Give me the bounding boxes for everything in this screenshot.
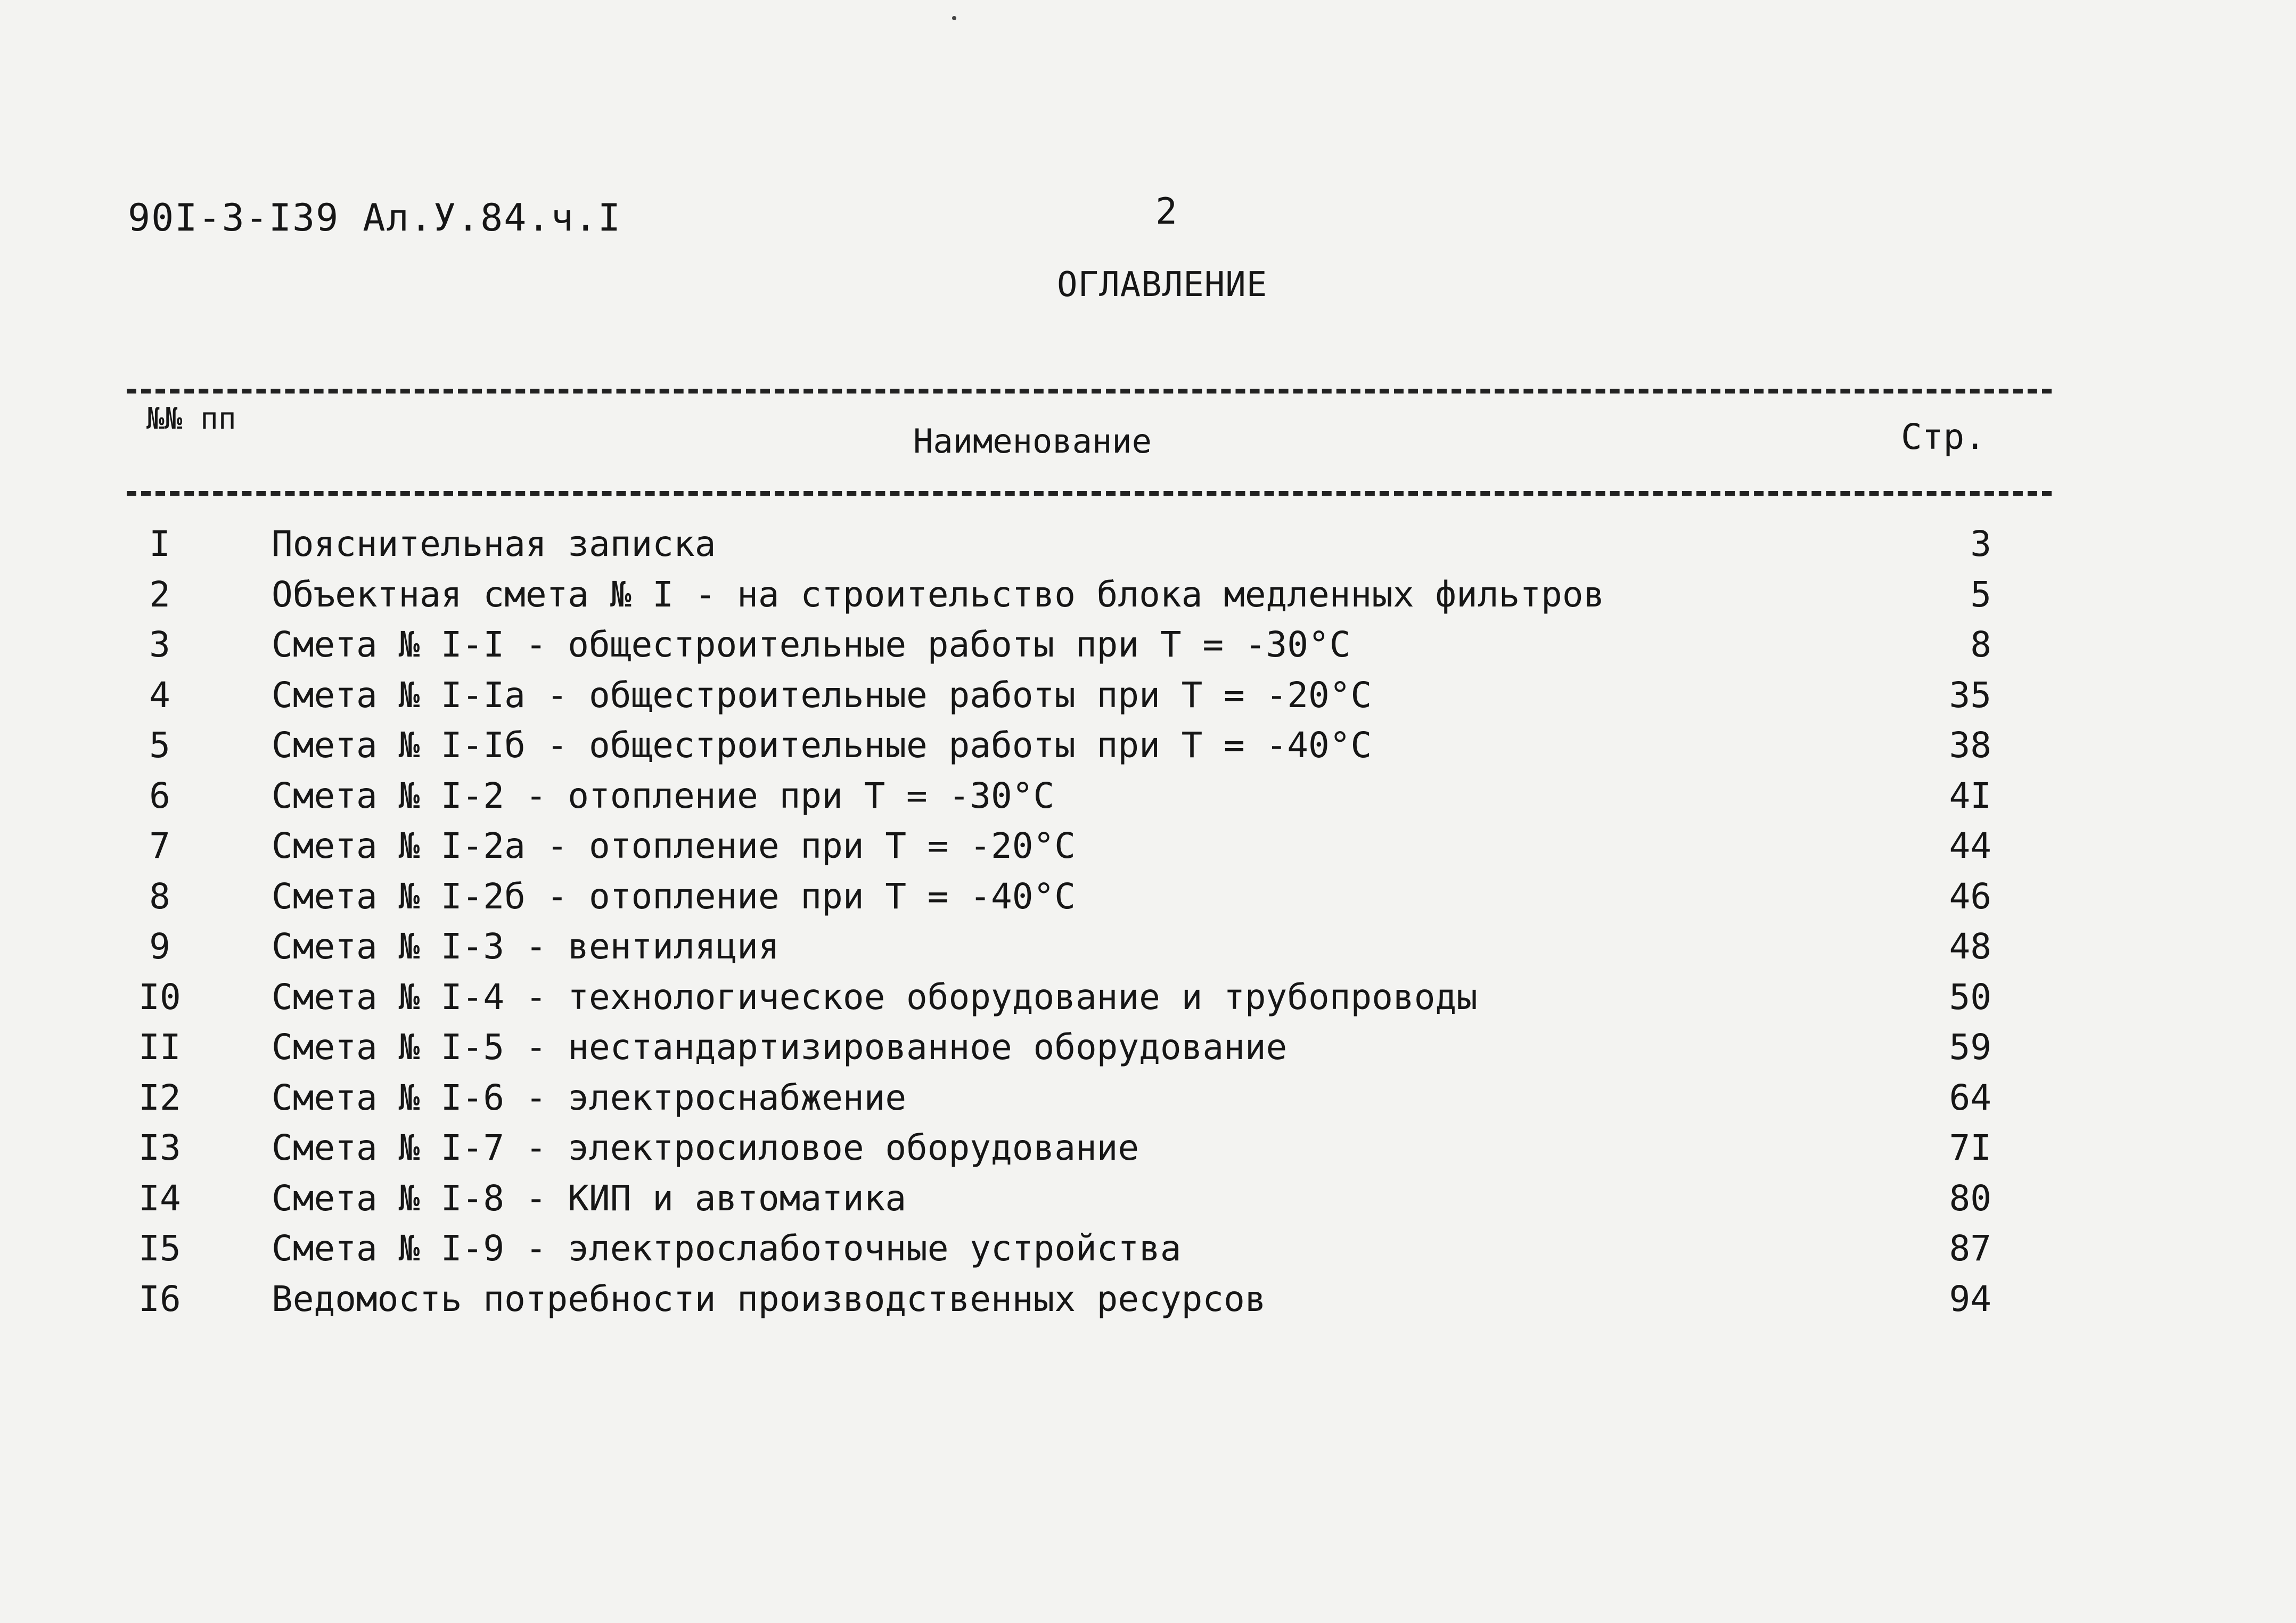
toc-row [0, 1022, 2296, 1073]
row-number: 5 [149, 725, 170, 766]
toc-row [0, 1174, 2296, 1224]
row-title: Смета № I-6 - электроснабжение [272, 1077, 907, 1118]
row-number: I2 [138, 1077, 181, 1118]
row-title: Смета № I-4 - технологическое оборудование и трубопроводы [272, 976, 1478, 1018]
row-number: 8 [149, 875, 170, 917]
toc-row [0, 972, 2296, 1023]
row-number: 9 [149, 926, 170, 967]
toc-list [0, 519, 2296, 1324]
row-number: I6 [138, 1278, 181, 1319]
row-page: 4I [1949, 775, 1991, 816]
row-number: 4 [149, 674, 170, 716]
row-title: Смета № I-Iа - общестроительные работы при Т = -20°С [272, 674, 1372, 716]
toc-row [0, 1224, 2296, 1274]
row-page: 59 [1949, 1027, 1991, 1068]
row-page: 44 [1949, 825, 1991, 866]
row-page: 38 [1949, 725, 1991, 766]
toc-row [0, 720, 2296, 771]
row-page: 35 [1949, 674, 1991, 716]
page-number: 2 [1155, 191, 1177, 233]
toc-row [0, 1274, 2296, 1325]
row-page: 87 [1949, 1228, 1991, 1269]
row-page: 3 [1970, 523, 1991, 564]
row-number: I5 [138, 1228, 181, 1269]
row-page: 64 [1949, 1077, 1991, 1118]
column-header-page: Стр. [1901, 416, 1986, 457]
row-page: 5 [1970, 573, 1991, 615]
toc-row [0, 620, 2296, 670]
toc-row [0, 922, 2296, 972]
row-page: 50 [1949, 976, 1991, 1018]
row-page: 7I [1949, 1127, 1991, 1168]
row-title: Смета № I-7 - электросиловое оборудование [272, 1127, 1139, 1168]
row-page: 8 [1970, 624, 1991, 665]
toc-row [0, 670, 2296, 721]
column-header-number: №№ пп [146, 401, 236, 436]
row-title: Смета № I-2а - отопление при Т = -20°С [272, 825, 1076, 866]
row-title: Смета № I-5 - нестандартизированное оборудование [272, 1027, 1288, 1068]
row-title: Смета № I-9 - электрослаботочные устройства [272, 1228, 1182, 1269]
row-number: 2 [149, 573, 170, 615]
toc-row [0, 872, 2296, 922]
row-page: 80 [1949, 1177, 1991, 1219]
column-header-name: Наименование [913, 422, 1152, 461]
toc-row [0, 1123, 2296, 1174]
toc-row [0, 570, 2296, 620]
row-number: 6 [149, 775, 170, 816]
toc-row [0, 771, 2296, 822]
document-code: 90I-3-I39 Ал.У.84.ч.I [128, 196, 622, 240]
row-title: Смета № I-8 - КИП и автоматика [272, 1177, 907, 1219]
row-number: I [149, 523, 170, 564]
row-title: Смета № I-Iб - общестроительные работы при Т = -40°С [272, 725, 1372, 766]
row-title: Смета № I-I - общестроительные работы при Т = -30°С [272, 624, 1351, 665]
row-number: I0 [138, 976, 181, 1018]
header-bottom-divider [127, 491, 2052, 496]
row-number: 3 [149, 624, 170, 665]
row-number: II [138, 1027, 181, 1068]
row-page: 46 [1949, 875, 1991, 917]
row-number: I3 [138, 1127, 181, 1168]
toc-row [0, 1073, 2296, 1124]
row-page: 94 [1949, 1278, 1991, 1319]
row-title: Пояснительная записка [272, 523, 716, 564]
row-number: I4 [138, 1177, 181, 1219]
row-number: 7 [149, 825, 170, 866]
toc-row [0, 821, 2296, 872]
row-title: Ведомость потребности производственных ресурсов [272, 1278, 1266, 1319]
header-top-divider [127, 389, 2052, 394]
toc-row [0, 519, 2296, 570]
row-title: Объектная смета № I - на строительство блока медленных фильтров [272, 573, 1605, 615]
page-title: ОГЛАВЛЕНИЕ [1057, 265, 1268, 305]
row-title: Смета № I-2б - отопление при Т = -40°С [272, 875, 1076, 917]
row-title: Смета № I-2 - отопление при Т = -30°С [272, 775, 1055, 816]
row-page: 48 [1949, 926, 1991, 967]
row-title: Смета № I-3 - вентиляция [272, 926, 780, 967]
scan-speck [952, 16, 956, 20]
